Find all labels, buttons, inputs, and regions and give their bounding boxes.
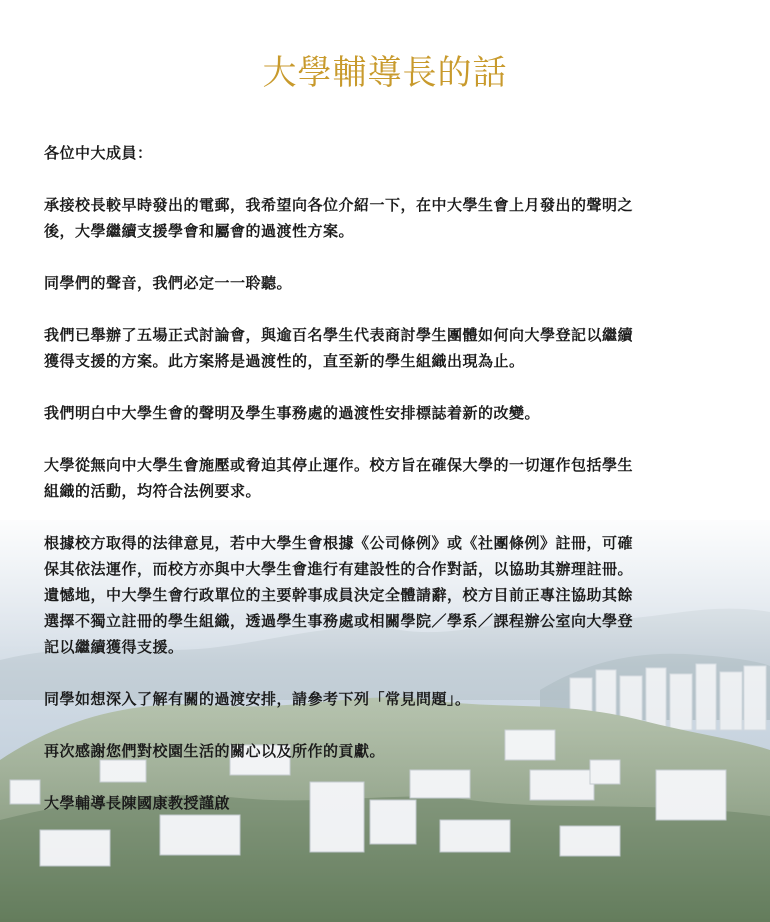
letter-paragraph: 大學從無向中大學生會施壓或脅迫其停止運作。校方旨在確保大學的一切運作包括學生 組織的活動，均符合法例要求。 <box>44 456 634 500</box>
page-title: 大學輔導長的話 <box>262 53 508 93</box>
letter-paragraph: 承接校長較早時發出的電郵，我希望向各位介紹一下，在中大學生會上月發出的聲明之 後，大學繼續支援學會和屬會的過渡性方案。 <box>44 196 634 240</box>
letter-paragraph: 我們已舉辦了五場正式討論會，與逾百名學生代表商討學生團體如何向大學登記以繼續 獲得支援的方案。此方案將是過渡性的，直至新的學生組織出現為止。 <box>44 326 634 370</box>
letter-greeting: 各位中大成員： <box>44 144 153 162</box>
letter-signature: 大學輔導長陳國康教授謹啟 <box>44 794 231 812</box>
letter-paragraph: 再次感謝您們對校園生活的關心以及所作的貢獻。 <box>44 742 386 760</box>
letter-paragraph: 同學們的聲音，我們必定一一聆聽。 <box>44 274 293 292</box>
letter-paragraph: 同學如想深入了解有關的過渡安排，請參考下列「常見問題」。 <box>44 690 471 708</box>
letter-paragraph: 我們明白中大學生會的聲明及學生事務處的過渡性安排標誌着新的改變。 <box>44 404 541 422</box>
letter-paragraph: 根據校方取得的法律意見，若中大學生會根據《公司條例》或《社團條例》註冊，可確 保其依法運作，而校方亦與中大學生會進行有建設性的合作對話，以協助其辦理註冊。 遺憾地，中大學生會行政單位的主要幹事成員決定全體請辭，校方目前正專注協助其餘 選擇不獨立註冊的學生組織，透過學生事務處或相關學院／學系／課程辦公室向大學登 記以繼續獲得支援。 <box>44 534 634 656</box>
letter-body <box>44 140 726 816</box>
